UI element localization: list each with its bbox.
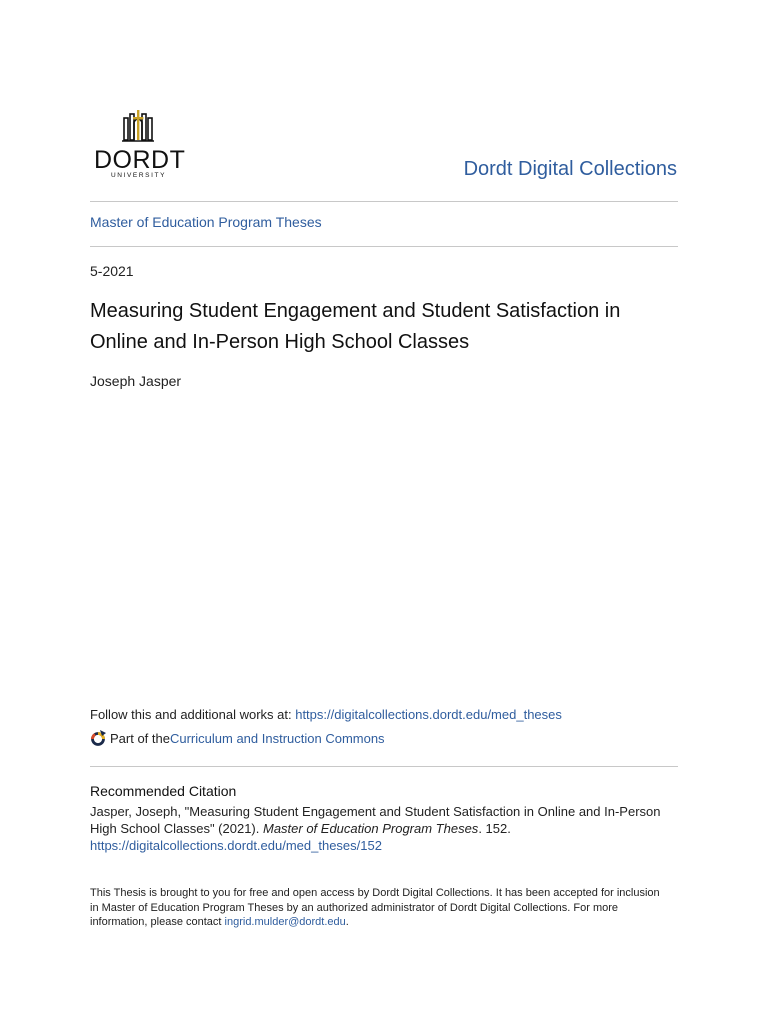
logo-wordmark: DORDT	[94, 146, 186, 174]
series-link[interactable]: Master of Education Program Theses	[90, 214, 322, 230]
author-name: Joseph Jasper	[90, 373, 182, 389]
citation-text	[90, 803, 680, 854]
divider	[90, 201, 678, 202]
access-notice-text: This Thesis is brought to you for free and open access by Dordt Digital Collections. It has been accepted for inclusion in Master of Education Program Theses by an authorized administrator of Dordt Digital Collections. For more information, please contact	[90, 887, 660, 928]
logo-subtitle: UNIVERSITY	[111, 172, 167, 179]
commons-icon	[90, 729, 108, 747]
access-notice-end: .	[345, 916, 349, 928]
commons-link[interactable]: Curriculum and Instruction Commons	[169, 730, 385, 746]
citation-journal: Master of Education Program Theses	[262, 821, 479, 836]
follow-prefix: Follow this and additional works at:	[90, 707, 296, 722]
divider	[90, 766, 678, 767]
part-of-line	[90, 729, 385, 747]
divider	[90, 246, 678, 247]
dordt-logo	[90, 108, 186, 182]
collection-url-link[interactable]: https://digitalcollections.dordt.edu/med_theses	[295, 707, 562, 722]
site-title-link[interactable]: Dordt Digital Collections	[463, 158, 677, 180]
follow-line	[90, 707, 562, 722]
contact-email-link[interactable]: ingrid.mulder@dordt.edu	[224, 916, 346, 928]
publication-date: 5-2021	[90, 263, 134, 279]
citation-url-link[interactable]: https://digitalcollections.dordt.edu/med_theses/152	[90, 838, 382, 853]
citation-heading: Recommended Citation	[90, 783, 237, 799]
document-title: Measuring Student Engagement and Student Satisfaction in Online and In-Person High School Classes	[90, 300, 621, 353]
dordt-crest-icon	[120, 108, 156, 146]
access-notice	[90, 886, 670, 930]
citation-main: Jasper, Joseph, "Measuring Student Engagement and Student Satisfaction in Online and In-Person High School Classes" (2021).	[90, 804, 661, 836]
citation-number: . 152.	[478, 821, 511, 836]
part-of-prefix: Part of the	[110, 730, 170, 746]
